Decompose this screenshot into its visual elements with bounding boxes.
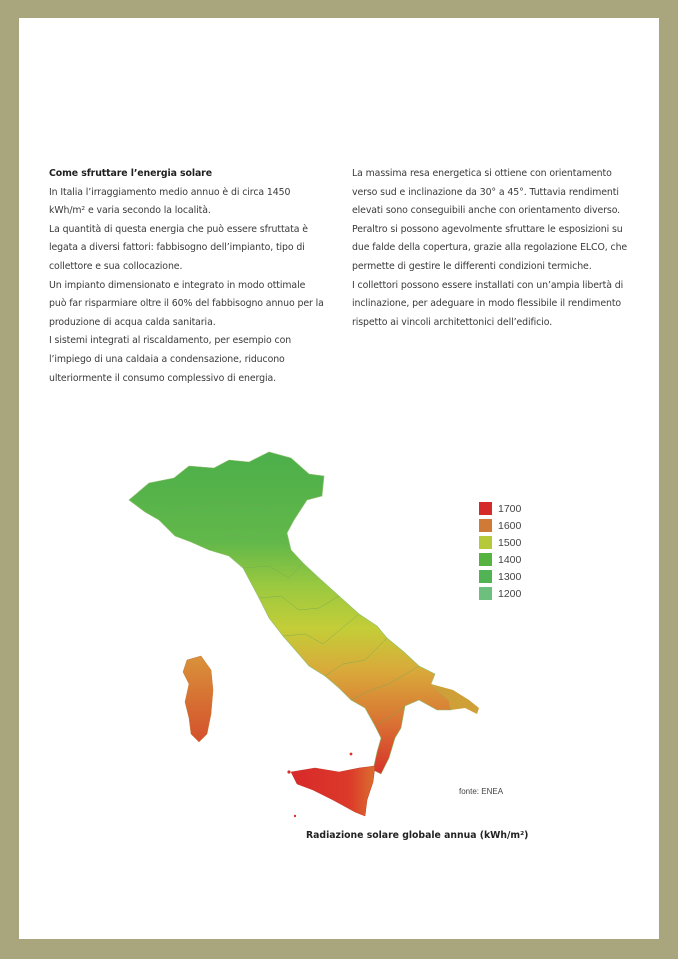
page: [19, 18, 659, 939]
legend-item: [479, 585, 521, 602]
sicily-shape: [291, 766, 375, 816]
legend-swatch: [479, 587, 492, 600]
legend-swatch: [479, 553, 492, 566]
legend-label: 1200: [498, 587, 522, 600]
legend-item: [479, 500, 521, 517]
map-caption: Radiazione solare globale annua (kWh/m²): [306, 830, 529, 841]
paragraph: Un impianto dimensionato e integrato in modo ottimale può far risparmiare oltre il 60% del fabbisogno annuo per la produzione di acqua calda sanitaria.: [49, 279, 324, 328]
paragraph: Peraltro si possono agevolmente sfruttare le esposizioni su due falde della copertura, grazie alla regolazione ELCO, che permette di gestire le differenti condizioni termiche.: [352, 223, 628, 272]
legend-swatch: [479, 519, 492, 532]
sardinia-shape: [183, 656, 213, 742]
legend-item: [479, 551, 521, 568]
legend-label: 1700: [498, 502, 522, 515]
map-source: fonte: ENEA: [459, 787, 504, 796]
legend-label: 1600: [498, 519, 522, 532]
legend-item: [479, 568, 521, 585]
legend-swatch: [479, 570, 492, 583]
island-dot: [294, 815, 296, 817]
paragraph: I sistemi integrati al riscaldamento, per esempio con l’impiego di una caldaia a condensazione, riducono ulteriormente il consumo complessivo di energia.: [49, 335, 292, 384]
legend-label: 1300: [498, 570, 522, 583]
paragraph: I collettori possono essere installati con un’ampia libertà di inclinazione, per adeguare in modo flessibile il rendimento rispetto ai vincoli architettonici dell’edificio.: [352, 279, 624, 328]
italy-solar-map: [119, 438, 559, 838]
italy-map-graphic: [119, 438, 559, 838]
island-dot: [287, 770, 290, 773]
mainland-shape: [129, 452, 451, 774]
legend-item: [479, 534, 521, 551]
legend-swatch: [479, 502, 492, 515]
left-text-column: [49, 165, 324, 388]
section-heading: Come sfruttare l’energia solare: [49, 168, 212, 179]
legend-label: 1500: [498, 536, 522, 549]
legend-swatch: [479, 536, 492, 549]
paragraph: La quantità di questa energia che può essere sfruttata è legata a diversi fattori: fabbisogno dell’impianto, tipo di collettore e sua collocazione.: [49, 223, 308, 272]
island-dot: [350, 753, 353, 756]
legend-item: [479, 517, 521, 534]
map-legend: [479, 500, 521, 602]
legend-label: 1400: [498, 553, 522, 566]
right-text-column: [352, 165, 634, 332]
paragraph: In Italia l’irraggiamento medio annuo è di circa 1450 kWh/m² e varia secondo la località.: [49, 186, 291, 217]
paragraph: La massima resa energetica si ottiene con orientamento verso sud e inclinazione da 30° a 45°. Tuttavia rendimenti elevati sono conseguibili anche con orientamento diverso.: [352, 168, 621, 217]
